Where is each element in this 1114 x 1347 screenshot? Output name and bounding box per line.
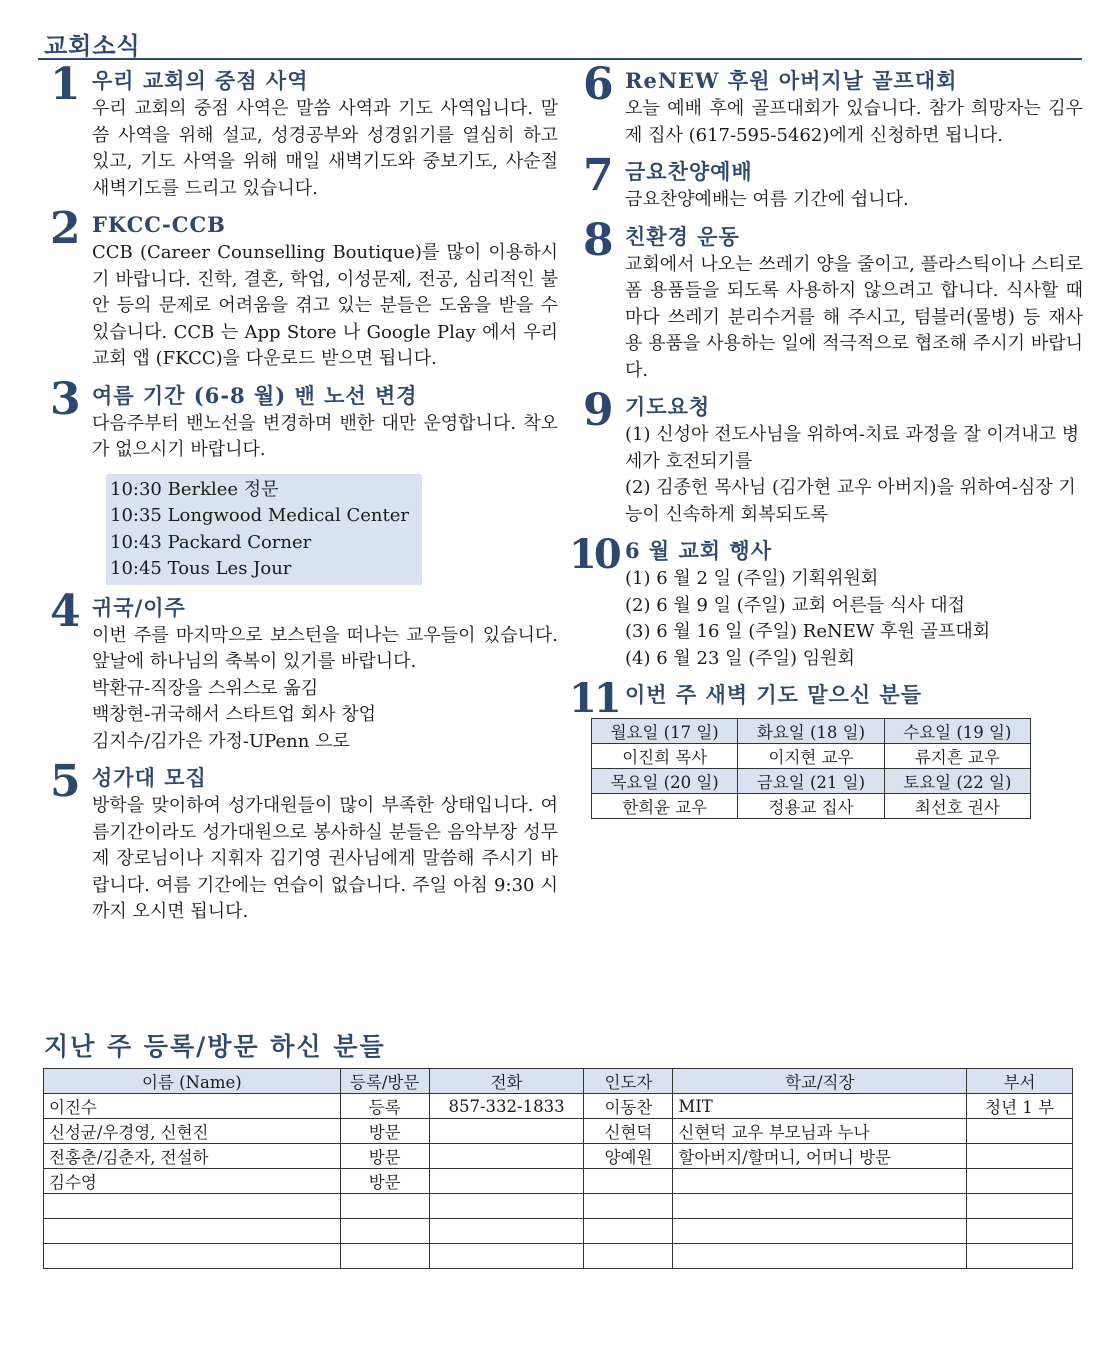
section-number: 10 [569,531,619,578]
table-cell: 월요일 (17 일) [592,719,738,744]
table-cell [429,1144,584,1169]
table-cell [673,1194,967,1219]
section-body: 이번 주를 마지막으로 보스턴을 떠나는 교우들이 있습니다. 앞날에 하나님의 축복이 있기를 바랍니다. [92,624,558,672]
column-header: 인도자 [584,1069,673,1094]
column-header: 이름 (Name) [44,1069,341,1094]
section-body: 교회에서 나오는 쓰레기 양을 줄이고, 플라스틱이나 스티로폼 용품들을 되도록 사용하지 않으려고 합니다. 식사할 때마다 쓰레기 분리수거를 해 주시고, 텀블러(물병) 등 재사용 용품을 사용하는 일에 적극적으로 협조해 주시기 바랍니다. [625,253,1083,381]
section-number: 9 [583,385,614,436]
table-cell: 목요일 (20 일) [592,769,738,794]
table-cell: 할아버지/할머니, 어머니 방문 [673,1144,967,1169]
section-1 [50,59,558,202]
table-cell [44,1219,341,1244]
section-body: 방학을 맞이하여 성가대원들이 많이 부족한 상태입니다. 여름기간이라도 성가대원으로 봉사하실 분들은 음악부장 성무제 장로님이나 지휘자 김기영 권사님에게 말씀해 주시기 바랍니다. 여름 기간에는 연습이 없습니다. 주일 아침 9:30 시까지 오시면 됩니다. [92,795,558,922]
table-row [44,1169,1073,1194]
table-cell: 방문 [340,1144,429,1169]
table-cell [967,1144,1073,1169]
table-cell [673,1169,967,1194]
table-row [44,1119,1073,1144]
table-cell [44,1244,341,1269]
section-5 [50,756,558,926]
table-cell: 양예원 [584,1144,673,1169]
table-cell: 신성균/우경영, 신현진 [44,1119,341,1144]
table-cell: 신현덕 교우 부모님과 누나 [673,1119,967,1144]
section-number: 4 [50,585,81,637]
section-body: 우리 교회의 중점 사역은 말씀 사역과 기도 사역입니다. 말씀 사역을 위해 설교, 성경공부와 성경읽기를 열심히 하고 있고, 기도 사역을 위해 매일 새벽기도와 중보기도, 사순절 새벽기도를 드리고 있습니다. [92,98,558,199]
table-cell [340,1219,429,1244]
table-cell: 청년 1 부 [967,1094,1073,1119]
section-title: 성가대 모집 [92,765,207,790]
list-item: (2) 김종헌 목사님 (김가현 교우 아버지)을 위하여-심장 기능이 신속하게 회복되도록 [625,477,1076,525]
table-cell [584,1219,673,1244]
table-row [44,1094,1073,1119]
table-cell: 류지흔 교우 [884,744,1030,769]
section-number: 8 [583,214,614,266]
table-cell [673,1244,967,1269]
section-4 [50,585,558,756]
table-cell [340,1194,429,1219]
table-cell: 전홍춘/김춘자, 전설하 [44,1144,341,1169]
table-cell [44,1194,341,1219]
table-row [44,1144,1073,1169]
table-cell: 수요일 (19 일) [884,719,1030,744]
section-number: 11 [569,675,619,722]
table-cell [967,1219,1073,1244]
table-cell: 등록 [340,1094,429,1119]
table-cell [584,1244,673,1269]
table-cell [429,1219,584,1244]
list-item: (1) 신성아 전도사님을 위하여-치료 과정을 잘 이겨내고 병세가 호전되기를 [625,424,1080,472]
section-number: 5 [50,756,81,807]
section-6 [583,59,1083,149]
list-item: (4) 6 월 23 일 (주일) 임원회 [625,647,855,669]
table-cell: 이진희 목사 [592,744,738,769]
table-cell [429,1119,584,1144]
bus-schedule-box [106,474,422,585]
column-header: 부서 [967,1069,1073,1094]
table-row [44,1194,1073,1219]
table-cell: 김수영 [44,1169,341,1194]
bus-stop: 10:30 Berklee 정문 [110,478,279,500]
table-header-row [44,1069,1073,1094]
section-title: 금요찬양예배 [625,159,753,184]
section-number: 3 [50,373,81,425]
section-body: CCB (Career Counselling Boutique)를 많이 이용하시기 바랍니다. 진학, 결혼, 학업, 이성문제, 전공, 심리적인 불안 등의 문제로 어려움을 겪고 있는 분들은 도움을 받을 수 있습니다. CCB 는 App Store 나 Google Play 에서 우리교회 앱 (FKCC)을 다운로드 받으면 됩니다. [92,242,558,369]
section-title: 우리 교회의 중점 사역 [92,68,309,93]
table-cell [584,1169,673,1194]
section-9 [583,385,1083,528]
visitors-title: 지난 주 등록/방문 하신 분들 [44,1032,386,1061]
table-cell: 이진수 [44,1094,341,1119]
column-header: 전화 [429,1069,584,1094]
section-title: 친환경 운동 [625,223,740,249]
table-cell: 방문 [340,1119,429,1144]
section-10 [569,531,1083,672]
table-cell: 화요일 (18 일) [738,719,884,744]
column-header: 등록/방문 [340,1069,429,1094]
section-body: 금요찬양예배는 여름 기간에 쉽니다. [625,189,909,210]
list-item: (3) 6 월 16 일 (주일) ReNEW 후원 골프대회 [625,621,991,642]
table-cell [967,1119,1073,1144]
table-cell: MIT [673,1094,967,1119]
section-number: 7 [583,150,614,201]
table-cell [429,1169,584,1194]
section-title: FKCC-CCB [92,212,226,237]
table-cell [584,1194,673,1219]
table-cell: 최선호 권사 [884,794,1030,819]
bus-stop: 10:45 Tous Les Jour [110,558,292,579]
table-row [44,1244,1073,1269]
bus-stop: 10:43 Packard Corner [110,531,312,553]
section-3 [50,373,558,585]
table-cell: 정용교 집사 [738,794,884,819]
table-cell [340,1244,429,1269]
section-number: 2 [50,203,81,254]
list-item: (1) 6 월 2 일 (주일) 기획위원회 [625,568,879,589]
section-title: ReNEW 후원 아버지날 골프대회 [625,68,958,93]
list-item: 김지수/김가은 가정-UPenn 으로 [92,730,350,752]
left-column [50,59,558,934]
table-cell [673,1219,967,1244]
page-title: 교회소식 [44,31,141,60]
section-title: 귀국/이주 [92,594,186,620]
section-title: 이번 주 새벽 기도 맡으신 분들 [625,682,922,707]
section-title: 여름 기간 (6-8 월) 밴 노선 변경 [92,382,418,408]
table-cell: 이지현 교우 [738,744,884,769]
table-cell: 금요일 (21 일) [738,769,884,794]
prayer-schedule-table [591,718,1031,819]
table-cell: 이동찬 [584,1094,673,1119]
table-cell [967,1169,1073,1194]
section-title: 6 월 교회 행사 [625,538,772,563]
section-body: 다음주부터 밴노선을 변경하며 밴한 대만 운영합니다. 착오가 없으시기 바랍니다. [92,412,558,460]
list-item: (2) 6 월 9 일 (주일) 교회 어른들 식사 대접 [625,594,965,616]
column-header: 학교/직장 [673,1069,967,1094]
table-cell: 토요일 (22 일) [884,769,1030,794]
title-rule [38,58,1082,60]
table-cell: 한희윤 교우 [592,794,738,819]
section-number: 6 [583,59,614,110]
table-cell: 857-332-1833 [429,1094,584,1119]
visitors-table [43,1068,1073,1269]
section-number: 1 [50,59,81,110]
table-cell [967,1244,1073,1269]
right-column [569,59,1083,819]
table-cell [967,1194,1073,1219]
list-item: 백창현-귀국해서 스타트업 회사 창업 [92,704,377,725]
section-7 [583,150,1083,214]
table-cell [429,1194,584,1219]
section-body: 오늘 예배 후에 골프대회가 있습니다. 참가 희망자는 김우제 집사 (617-595-5462)에게 신청하면 됩니다. [625,98,1083,146]
table-row [44,1219,1073,1244]
section-2 [50,203,558,373]
table-cell [429,1244,584,1269]
section-8 [583,214,1083,385]
section-title: 기도요청 [625,394,711,419]
table-cell: 신현덕 [584,1119,673,1144]
section-11 [569,675,1083,722]
table-cell: 방문 [340,1169,429,1194]
bus-stop: 10:35 Longwood Medical Center [110,505,409,526]
list-item: 박환규-직장을 스위스로 옮김 [92,677,319,699]
